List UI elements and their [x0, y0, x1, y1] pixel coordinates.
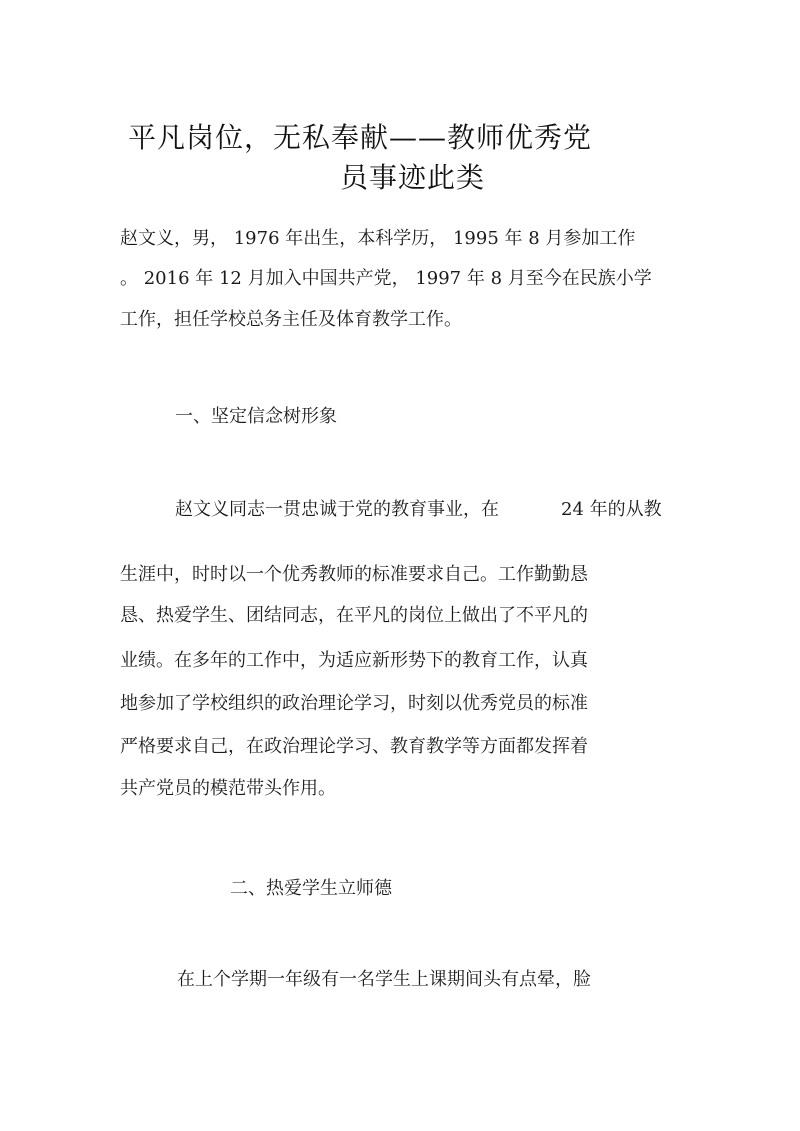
section1-paragraph-line-1b: 24 年的从教 — [561, 499, 662, 520]
intro-line-2: 。 2016 年 12 月加入中国共产党， 1997 年 8 月至今在民族小学 — [120, 268, 652, 289]
section2-paragraph-line-1: 在上个学期一年级有一名学生上课期间头有点晕，脸 — [177, 969, 591, 990]
document-title-line-2: 员事迹此类 — [340, 161, 486, 194]
intro-line-1: 赵文义，男， 1976 年出生，本科学历， 1995 年 8 月参加工作 — [120, 228, 636, 249]
section1-heading: 一、坚定信念树形象 — [175, 406, 337, 427]
intro-line-3: 工作，担任学校总务主任及体育教学工作。 — [120, 309, 462, 330]
section1-paragraph-line-3: 恳、热爱学生、团结同志，在平凡的岗位上做出了不平凡的 — [120, 605, 588, 626]
section1-paragraph-line-4: 业绩。在多年的工作中，为适应新形势下的教育工作，认真 — [120, 650, 588, 671]
section1-paragraph-line-7: 共产党员的模范带头作用。 — [120, 778, 336, 799]
section2-heading: 二、热爱学生立师德 — [230, 878, 392, 899]
document-title-line-1: 平凡岗位，无私奉献——教师优秀党 — [128, 121, 593, 154]
section1-paragraph-line-2: 生涯中，时时以一个优秀教师的标准要求自己。工作勤勤恳 — [120, 564, 588, 585]
section1-paragraph-line-1a: 赵文义同志一贯忠诚于党的教育事业，在 — [175, 499, 499, 520]
section1-paragraph-line-6: 严格要求自己，在政治理论学习、教育教学等方面都发挥着 — [120, 736, 588, 757]
section1-paragraph-line-5: 地参加了学校组织的政治理论学习，时刻以优秀党员的标准 — [120, 693, 588, 714]
